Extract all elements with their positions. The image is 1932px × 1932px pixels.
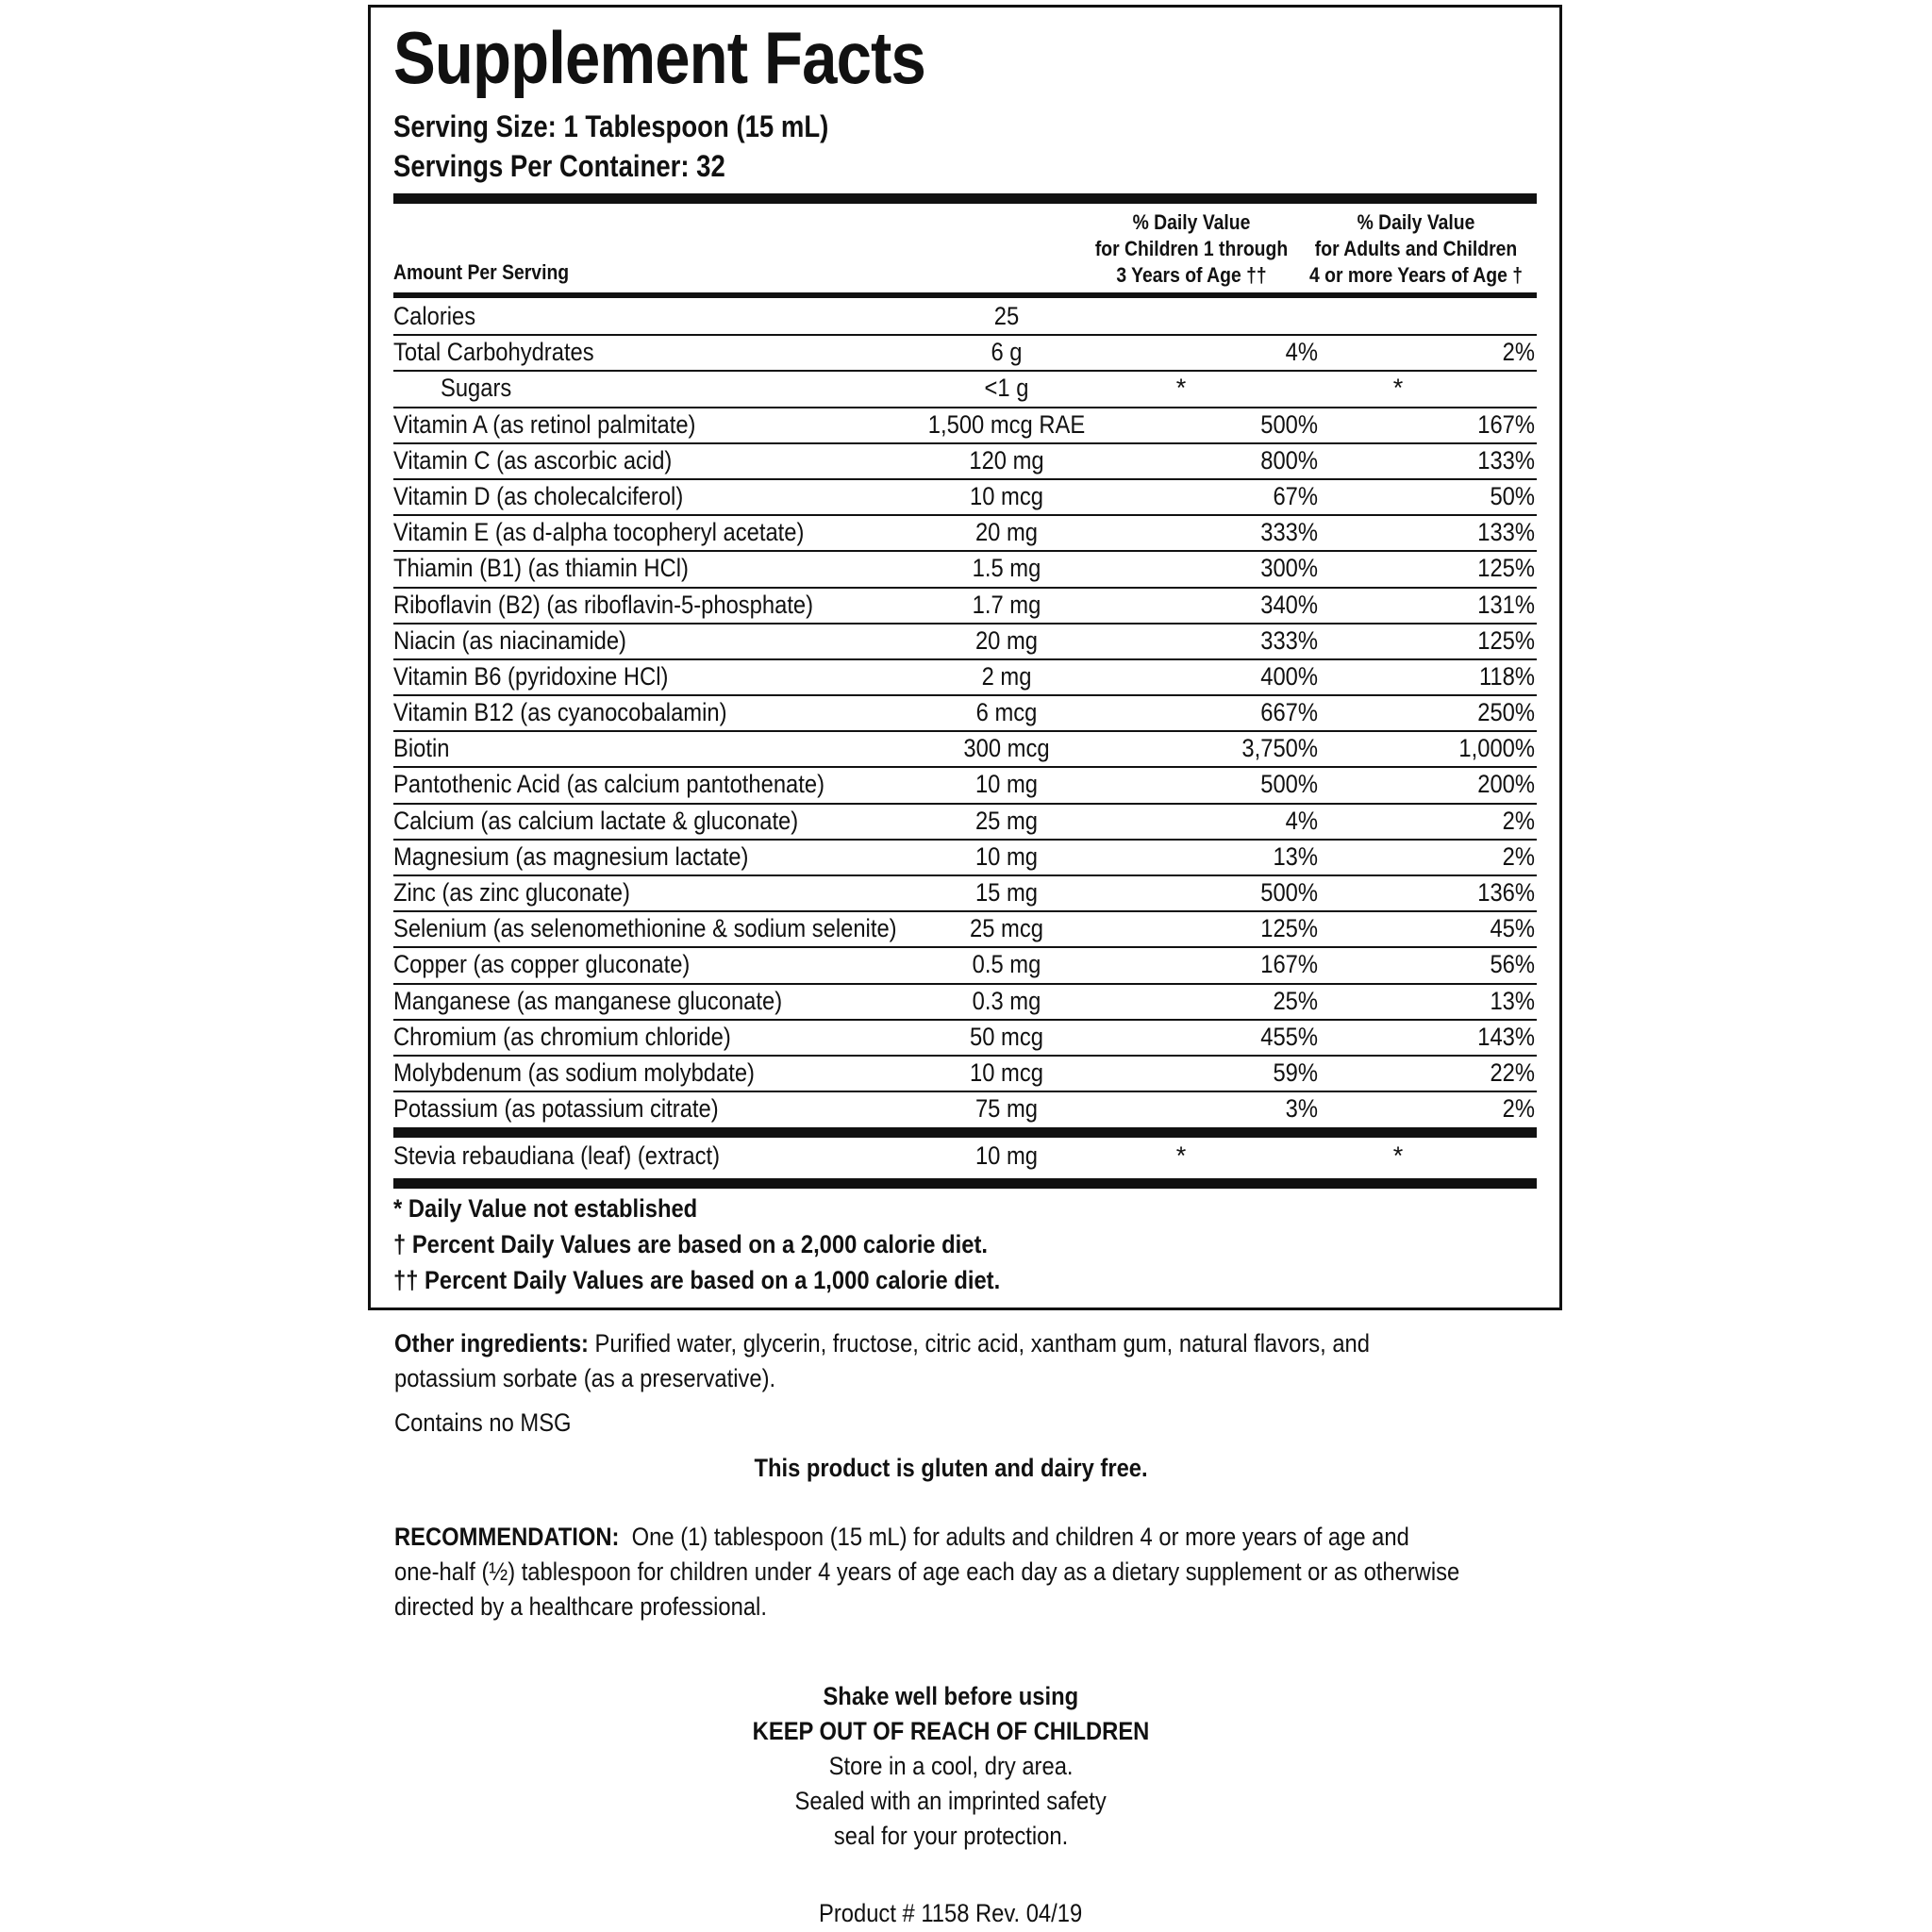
dv-adults: 2% (1502, 806, 1535, 835)
recommendation-line-3: directed by a healthcare professional. (394, 1592, 767, 1621)
dv-adults: 2% (1502, 841, 1535, 871)
store-note: Store in a cool, dry area. (828, 1752, 1074, 1780)
nutrient-amount: 1.5 mg (972, 554, 1041, 583)
footnote-2: † Percent Daily Values are based on a 2,000 calorie diet. (393, 1230, 988, 1258)
dv-adults: 167% (1477, 409, 1535, 439)
dv-children: 500% (1260, 409, 1318, 439)
thick-divider-bottom (393, 1127, 1537, 1138)
dv-children: 800% (1260, 445, 1318, 475)
table-row (393, 444, 1537, 480)
dv-adults: * (1392, 1141, 1404, 1170)
nutrient-name: Vitamin B6 (pyridoxine HCl) (393, 661, 669, 691)
nutrient-name: Biotin (393, 734, 450, 763)
table-row (393, 841, 1537, 876)
nutrient-amount: 50 mcg (970, 1022, 1043, 1051)
dv-children: 3% (1285, 1094, 1318, 1124)
dv-children: * (1175, 374, 1187, 403)
nutrient-amount: 6 mcg (975, 698, 1038, 727)
nutrient-name: Sugars (441, 374, 512, 403)
nutrient-amount: 25 mg (974, 806, 1039, 835)
nutrient-amount: 10 mcg (970, 1058, 1043, 1087)
nutrient-amount: 20 mg (974, 518, 1039, 547)
footnote-3: †† Percent Daily Values are based on a 1,000 calorie diet. (393, 1266, 1001, 1294)
dv-children: 500% (1260, 878, 1318, 907)
footnote-1: * Daily Value not established (393, 1194, 698, 1223)
dv-adults: 125% (1477, 625, 1535, 655)
other-ingredients (394, 1326, 1541, 1396)
nutrient-name: Vitamin C (as ascorbic acid) (393, 445, 673, 475)
dv-adults: 133% (1477, 518, 1535, 547)
nutrient-amount: <1 g (984, 374, 1029, 403)
ingredients-label: Other ingredients: (394, 1329, 589, 1357)
nutrient-name: Magnesium (as magnesium lactate) (393, 841, 749, 871)
nutrient-name: Selenium (as selenomethionine & sodium selenite) (393, 914, 897, 943)
table-row (393, 1021, 1537, 1057)
table-row (393, 552, 1537, 588)
dv-adults: 143% (1477, 1022, 1535, 1051)
ingredients-line-1: Purified water, glycerin, fructose, citric acid, xantham gum, natural flavors, and (594, 1329, 1370, 1357)
dv-children: 13% (1273, 841, 1318, 871)
table-row (393, 480, 1537, 516)
table-row (393, 408, 1537, 444)
table-row (393, 876, 1537, 912)
dv-adults: 136% (1477, 878, 1535, 907)
nutrient-amount: 10 mg (974, 770, 1039, 799)
table-row (393, 336, 1537, 372)
dv-children: 300% (1260, 554, 1318, 583)
table-row (393, 372, 1537, 408)
header-dv-children: % Daily Value for Children 1 through 3 Years of Age †† (1094, 210, 1289, 287)
dv-adults: 125% (1477, 554, 1535, 583)
dv-children: 400% (1260, 661, 1318, 691)
nutrient-name: Vitamin D (as cholecalciferol) (393, 481, 684, 510)
table-row (393, 1057, 1537, 1092)
nutrient-amount: 6 g (991, 338, 1023, 367)
dv-adults: 118% (1478, 661, 1535, 691)
msg-note: Contains no MSG (394, 1408, 572, 1437)
dv-children: 455% (1260, 1022, 1318, 1051)
table-row (393, 985, 1537, 1021)
product-code: Product # 1158 Rev. 04/19 (819, 1899, 1083, 1927)
dv-children: 340% (1260, 590, 1318, 619)
table-row (393, 912, 1537, 948)
shake-note: Shake well before using (823, 1682, 1079, 1710)
nutrient-name: Vitamin E (as d-alpha tocopheryl acetate) (393, 518, 805, 547)
nutrient-amount: 10 mg (974, 841, 1039, 871)
dv-children: 4% (1285, 338, 1318, 367)
nutrient-amount: 10 mg (974, 1141, 1039, 1170)
nutrient-name: Copper (as copper gluconate) (393, 950, 691, 979)
dv-children: 67% (1273, 481, 1318, 510)
table-row (393, 768, 1537, 804)
dv-adults: 200% (1477, 770, 1535, 799)
table-row (393, 589, 1537, 625)
nutrient-name: Stevia rebaudiana (leaf) (extract) (393, 1141, 721, 1170)
nutrient-amount: 300 mcg (963, 734, 1050, 763)
nutrient-name: Chromium (as chromium chloride) (393, 1022, 731, 1051)
thick-divider-footer (393, 1178, 1537, 1189)
dv-children: 667% (1260, 698, 1318, 727)
nutrient-amount: 120 mg (969, 445, 1044, 475)
recommendation (394, 1520, 1541, 1624)
dv-children: 167% (1260, 950, 1318, 979)
dv-adults: 2% (1502, 1094, 1535, 1124)
dv-children: 125% (1260, 914, 1318, 943)
dv-children: 4% (1285, 806, 1318, 835)
thick-divider-top (393, 193, 1537, 204)
recommendation-label: RECOMMENDATION: (394, 1523, 620, 1551)
dv-adults: 50% (1490, 481, 1535, 510)
header-amount-per-serving: Amount Per Serving (393, 260, 570, 284)
dv-children: 333% (1260, 625, 1318, 655)
dv-adults: 56% (1490, 950, 1535, 979)
nutrient-amount: 0.3 mg (972, 986, 1041, 1015)
table-row (393, 300, 1537, 336)
serving-size: Serving Size: 1 Tablespoon (15 mL) (393, 109, 829, 143)
dv-children: 3,750% (1241, 734, 1318, 763)
keep-out-warning: KEEP OUT OF REACH OF CHILDREN (752, 1717, 1150, 1745)
nutrient-name: Calories (393, 302, 476, 330)
gluten-note: This product is gluten and dairy free. (754, 1454, 1148, 1482)
nutrient-name: Vitamin B12 (as cyanocobalamin) (393, 698, 727, 727)
table-row (393, 805, 1537, 841)
dv-adults: 2% (1502, 338, 1535, 367)
dv-adults: 22% (1490, 1058, 1535, 1087)
dv-adults: 133% (1477, 445, 1535, 475)
dv-children: 500% (1260, 770, 1318, 799)
dv-children: * (1175, 1141, 1187, 1170)
table-row (393, 696, 1537, 732)
nutrient-amount: 0.5 mg (972, 950, 1041, 979)
dv-children: 59% (1273, 1058, 1318, 1087)
ingredients-line-2: potassium sorbate (as a preservative). (394, 1364, 776, 1392)
dv-adults: 1,000% (1458, 734, 1535, 763)
header-dv-adults: % Daily Value for Adults and Children 4 or more Years of Age † (1309, 210, 1523, 287)
nutrient-name: Potassium (as potassium citrate) (393, 1094, 719, 1124)
nutrient-name: Pantothenic Acid (as calcium pantothenate) (393, 770, 825, 799)
servings-per-container: Servings Per Container: 32 (393, 149, 725, 183)
seal-note-1: Sealed with an imprinted safety (794, 1787, 1108, 1815)
nutrient-amount: 25 (993, 302, 1020, 330)
table-row (393, 948, 1537, 984)
recommendation-line-1: One (1) tablespoon (15 mL) for adults and children 4 or more years of age and (631, 1523, 1409, 1551)
nutrient-amount: 2 mg (981, 661, 1032, 691)
dv-adults: 250% (1477, 698, 1535, 727)
nutrient-name: Niacin (as niacinamide) (393, 625, 626, 655)
dv-adults: 131% (1477, 590, 1535, 619)
dv-adults: 13% (1490, 986, 1535, 1015)
table-row (393, 660, 1537, 696)
nutrient-name: Riboflavin (B2) (as riboflavin-5-phosphate) (393, 590, 814, 619)
nutrient-amount: 15 mg (974, 878, 1039, 907)
panel-title: Supplement Facts (393, 16, 925, 99)
nutrient-table (393, 300, 1537, 1126)
other-ingredient-row (393, 1140, 1537, 1175)
nutrient-amount: 10 mcg (970, 481, 1043, 510)
nutrient-name: Zinc (as zinc gluconate) (393, 878, 630, 907)
nutrient-amount: 25 mcg (970, 914, 1043, 943)
storage-instructions (0, 1679, 1902, 1854)
dv-adults: * (1392, 374, 1404, 403)
nutrient-amount: 75 mg (974, 1094, 1039, 1124)
dv-adults: 45% (1490, 914, 1535, 943)
nutrient-amount: 1.7 mg (972, 590, 1041, 619)
nutrient-amount: 20 mg (974, 625, 1039, 655)
table-row (393, 1092, 1537, 1126)
nutrient-name: Molybdenum (as sodium molybdate) (393, 1058, 755, 1087)
supplement-facts-panel (368, 5, 1562, 1310)
nutrient-name: Calcium (as calcium lactate & gluconate) (393, 806, 799, 835)
table-row (393, 625, 1537, 660)
table-row (393, 732, 1537, 768)
nutrient-name: Vitamin A (as retinol palmitate) (393, 409, 696, 439)
nutrient-name: Thiamin (B1) (as thiamin HCl) (393, 554, 689, 583)
recommendation-line-2: one-half (½) tablespoon for children under 4 years of age each day as a dietary supplement or as otherwise (394, 1557, 1460, 1586)
seal-note-2: seal for your protection. (833, 1822, 1069, 1850)
dv-children: 333% (1260, 518, 1318, 547)
table-row (393, 516, 1537, 552)
nutrient-name: Total Carbohydrates (393, 338, 594, 367)
medium-divider (393, 292, 1537, 298)
dv-children: 25% (1273, 986, 1318, 1015)
nutrient-name: Manganese (as manganese gluconate) (393, 986, 783, 1015)
nutrient-amount: 1,500 mcg RAE (927, 409, 1086, 439)
